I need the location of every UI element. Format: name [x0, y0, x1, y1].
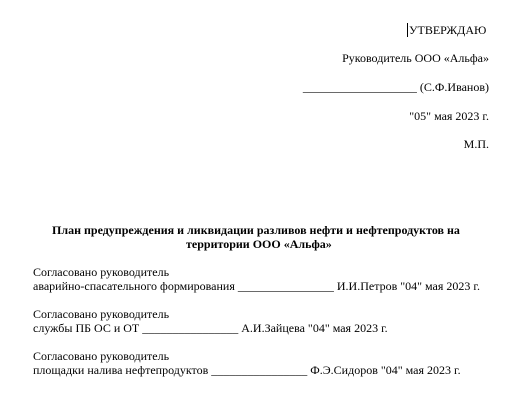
- approver-signature-line: ___________________ (С.Ф.Иванов): [302, 80, 489, 94]
- document-title-line-1: План предупреждения и ликвидации разливов нефти и нефтепродуктов на: [52, 223, 460, 237]
- approver-position: Руководитель ООО «Альфа»: [342, 51, 489, 65]
- approval-date: "05" мая 2023 г.: [409, 109, 489, 123]
- agreement-3-signature: площадки налива нефтепродуктов ________________ Ф.Э.Сидоров "04" мая 2023 г.: [33, 363, 461, 377]
- text-cursor: [407, 23, 408, 37]
- agreement-3-heading: Согласовано руководитель: [33, 349, 170, 363]
- stamp-place: М.П.: [463, 137, 489, 151]
- agreement-2-heading: Согласовано руководитель: [33, 307, 170, 321]
- agreement-1-signature: аварийно-спасательного формирования ________________ И.И.Петров "04" мая 2023 г.: [33, 279, 480, 293]
- approve-word: УТВЕРЖДАЮ: [409, 23, 487, 37]
- agreement-1-heading: Согласовано руководитель: [33, 265, 170, 279]
- agreement-2-signature: службы ПБ ОС и ОТ ________________ А.И.Зайцева "04" мая 2023 г.: [33, 321, 388, 335]
- document-title-line-2: территории ООО «Альфа»: [186, 237, 332, 251]
